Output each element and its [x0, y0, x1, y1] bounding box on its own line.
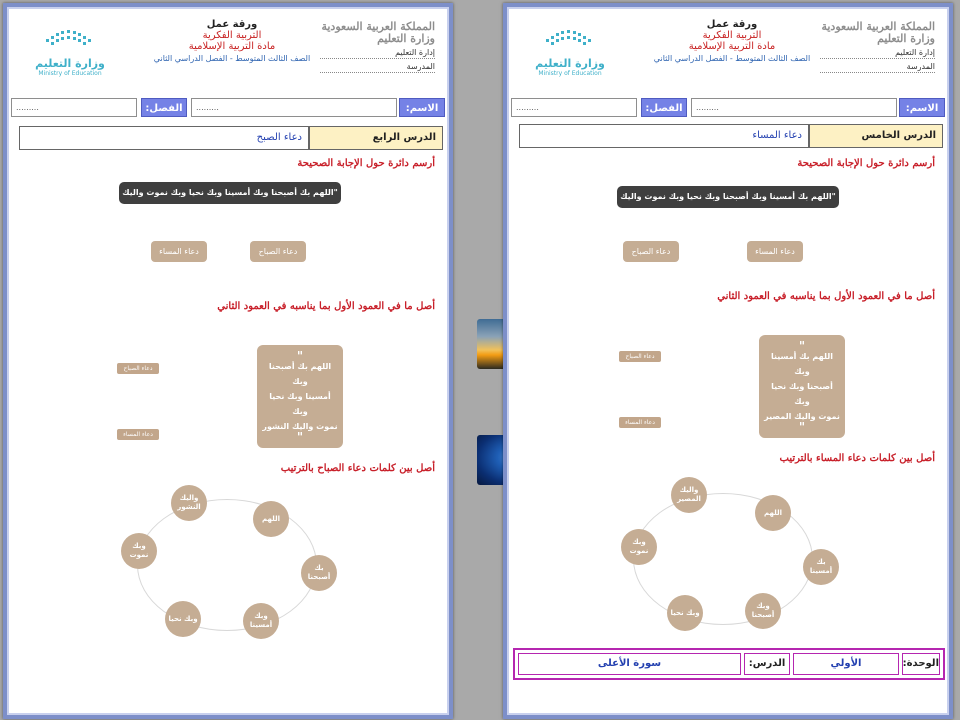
- worksheet-page-right: [503, 3, 953, 719]
- night-sky-image-label: دعاء المساء: [619, 417, 661, 428]
- dua-bubble-line-1: اللهم بك أمسينا وبك: [771, 352, 833, 376]
- ministry-name-en: Ministry of Education: [538, 70, 602, 77]
- word-circle-1[interactable]: واليك المصير: [671, 477, 707, 513]
- ministry-logo-icon: [40, 25, 100, 51]
- dua-text-bar: "اللهم بك أمسينا وبك أصبحنا وبك نحيا وبك نموت واليك المصير": [617, 186, 839, 208]
- subject-2: مادة التربية الإسلامية: [188, 41, 276, 52]
- dua-bubble-line-3: نموت واليك النشور: [262, 422, 338, 431]
- worksheet-title: ورقة عمل: [206, 19, 258, 30]
- question-1-title: أرسم دائرة حول الإجابة الصحيحة: [797, 158, 935, 169]
- choice-morning-dua[interactable]: دعاء الصباح: [623, 241, 679, 262]
- choice-morning-dua[interactable]: دعاء الصباح: [250, 241, 306, 262]
- sunrise-image-label: دعاء الصباح: [619, 351, 661, 362]
- unit-label: الوحدة:: [902, 653, 940, 675]
- word-circle-6[interactable]: وبك نموت: [621, 529, 657, 565]
- word-circle-3[interactable]: بك أصبحنا: [301, 555, 337, 591]
- header-kingdom-block: [320, 21, 435, 73]
- header-kingdom-block: [820, 21, 935, 73]
- word-circle-5[interactable]: وبك نحيا: [667, 595, 703, 631]
- ministry-logo-icon: [540, 25, 600, 51]
- lesson-number: الدرس الرابع: [309, 126, 443, 150]
- word-ring: [137, 499, 317, 631]
- question-2-title: أصل ما في العمود الأول بما يناسبه في العمود الثاني: [717, 291, 935, 302]
- word-circle-2[interactable]: اللهم: [253, 501, 289, 537]
- word-circle-4[interactable]: وبك أمسينا: [243, 603, 279, 639]
- subject-1: التربية الفكرية: [202, 30, 262, 41]
- dua-bubble-line-2: أمسينا وبك نحيا وبك: [269, 392, 331, 416]
- word-circle-6[interactable]: وبك نموت: [121, 533, 157, 569]
- name-field[interactable]: .........: [691, 98, 897, 117]
- kingdom-logo-text: المملكة العربية السعودية: [321, 20, 435, 33]
- name-field[interactable]: .........: [191, 98, 397, 117]
- worksheet-page-left: [3, 3, 453, 719]
- school-field: المدرسة: [820, 61, 935, 73]
- ministry-name-ar: وزارة التعليم: [35, 57, 105, 70]
- ministry-name-en: Ministry of Education: [38, 70, 102, 77]
- question-3-title: أصل بين كلمات دعاء المساء بالترتيب: [779, 453, 935, 464]
- name-label: الاسم:: [399, 98, 445, 117]
- class-field[interactable]: .........: [511, 98, 637, 117]
- dua-bubble[interactable]: " اللهم بك أمسينا وبك أصبحنا وبك نحيا وبك نموت واليك المصير ": [759, 335, 845, 438]
- lesson-name: دعاء الصبح: [19, 126, 309, 150]
- subject-1: التربية الفكرية: [702, 30, 762, 41]
- question-2-title: أصل ما في العمود الأول بما يناسبه في العمود الثاني: [217, 301, 435, 312]
- lesson-value: سورة الأعلى: [518, 653, 741, 675]
- worksheet-title: ورقة عمل: [706, 19, 758, 30]
- ministry-logo: [525, 25, 615, 77]
- night-sky-image-label: دعاء المساء: [117, 429, 159, 440]
- grade-line: الصف الثالث المتوسط - الفصل الدراسي الثاني: [153, 54, 311, 63]
- word-circle-4[interactable]: وبك أصبحنا: [745, 593, 781, 629]
- dua-bubble-line-2: أصبحنا وبك نحيا وبك: [771, 382, 833, 406]
- sunrise-image-label: دعاء الصباح: [117, 363, 159, 374]
- dua-bubble-line-1: اللهم بك أصبحنا وبك: [268, 362, 332, 386]
- word-circle-3[interactable]: بك أمسينا: [803, 549, 839, 585]
- header-title-block: [137, 19, 327, 63]
- lesson-label: الدرس:: [744, 653, 790, 675]
- question-1-title: أرسم دائرة حول الإجابة الصحيحة: [297, 158, 435, 169]
- class-label: الفصل:: [641, 98, 687, 117]
- kingdom-logo-text: المملكة العربية السعودية: [821, 20, 935, 33]
- class-label: الفصل:: [141, 98, 187, 117]
- edu-admin-field: إدارة التعليم: [320, 47, 435, 59]
- word-circle-5[interactable]: وبك نحيا: [165, 601, 201, 637]
- lesson-name: دعاء المساء: [519, 124, 809, 148]
- word-circle-2[interactable]: اللهم: [755, 495, 791, 531]
- school-field: المدرسة: [320, 61, 435, 73]
- unit-lesson-bar: [513, 648, 945, 680]
- choice-evening-dua[interactable]: دعاء المساء: [747, 241, 803, 262]
- name-label: الاسم:: [899, 98, 945, 117]
- edu-admin-field: إدارة التعليم: [820, 47, 935, 59]
- dua-bubble[interactable]: " اللهم بك أصبحنا وبك أمسينا وبك نحيا وبك نموت واليك النشور ": [257, 345, 343, 448]
- class-field[interactable]: .........: [11, 98, 137, 117]
- word-circle-1[interactable]: واليك النشور: [171, 485, 207, 521]
- header-title-block: [637, 19, 827, 63]
- unit-value: الأولي: [793, 653, 899, 675]
- subject-2: مادة التربية الإسلامية: [688, 41, 776, 52]
- grade-line: الصف الثالث المتوسط - الفصل الدراسي الثاني: [653, 54, 811, 63]
- dua-text-bar: "اللهم بك أصبحنا وبك أمسينا وبك نحيا وبك نموت واليك النشور": [119, 182, 341, 204]
- choice-evening-dua[interactable]: دعاء المساء: [151, 241, 207, 262]
- ministry-name-ar: وزارة التعليم: [535, 57, 605, 70]
- ministry-logo: [25, 25, 115, 77]
- ministry-logo-text: وزارة التعليم: [877, 32, 935, 45]
- question-3-title: أصل بين كلمات دعاء الصباح بالترتيب: [280, 463, 435, 474]
- dua-bubble-line-3: نموت واليك المصير: [764, 412, 840, 421]
- lesson-number: الدرس الخامس: [809, 124, 943, 148]
- ministry-logo-text: وزارة التعليم: [377, 32, 435, 45]
